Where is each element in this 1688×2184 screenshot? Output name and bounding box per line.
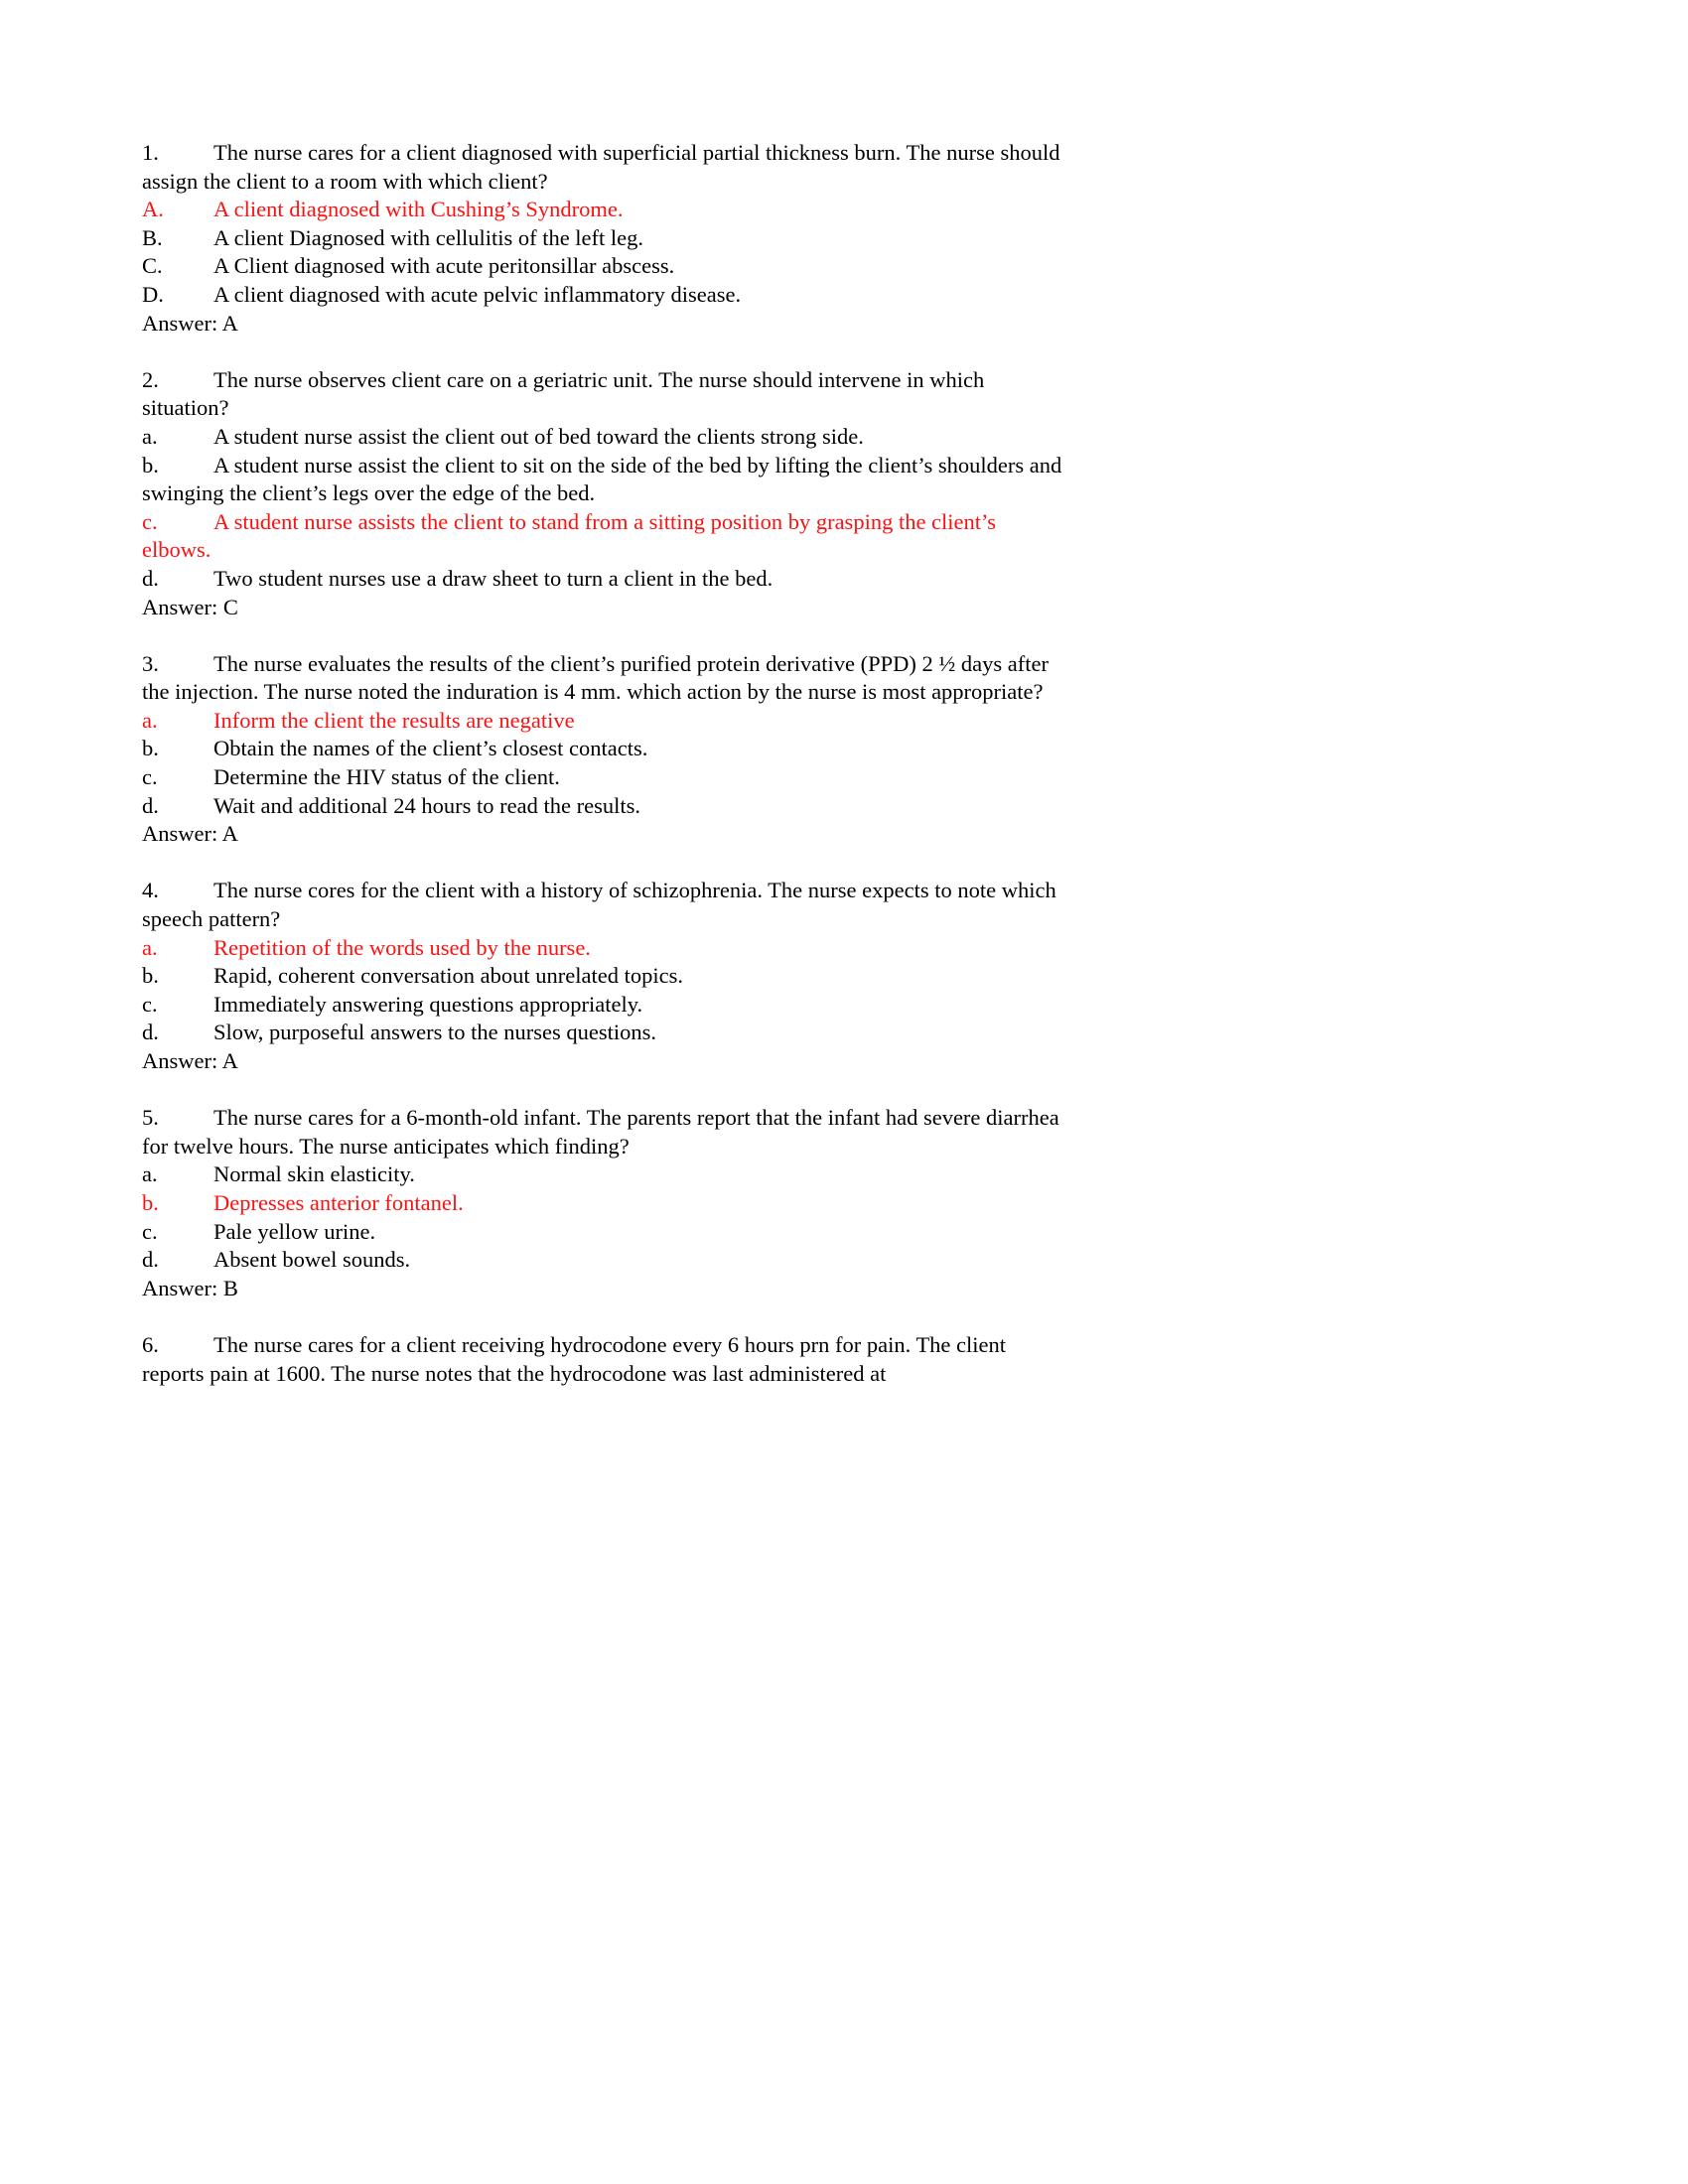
answer-option (142, 224, 1067, 253)
answer-line: Answer: B (142, 1275, 238, 1300)
answer-option-label: c. (142, 508, 158, 534)
answer-option-label: c. (142, 991, 158, 1017)
answer-option (142, 1246, 1067, 1275)
answer-option-text: A student nurse assist the client to sit on the side of the bed by lifting the client’s shoulders and swinging the client’s legs over the edge of the bed. (142, 452, 1062, 506)
answer-option-text: A client Diagnosed with cellulitis of the left leg. (213, 224, 644, 250)
answer-option (142, 281, 1067, 310)
answer-option-label: D. (142, 281, 164, 307)
answer-line: Answer: A (142, 821, 238, 847)
answer-option-label: b. (142, 736, 159, 761)
answer-option (142, 452, 1067, 508)
answer-option-label: B. (142, 224, 163, 250)
answer-option (142, 508, 1067, 565)
document-content (142, 139, 1067, 1388)
answer-option (142, 565, 1067, 594)
answer-option (142, 1160, 1067, 1189)
answer-option-text: Rapid, coherent conversation about unrelated topics. (213, 963, 683, 989)
question-1 (142, 139, 1067, 338)
answer-option (142, 1189, 1067, 1218)
question-stem (142, 877, 1067, 933)
answer-option (142, 252, 1067, 281)
question-stem (142, 1331, 1067, 1388)
answer-option-label: b. (142, 963, 159, 989)
answer-option-text: A client diagnosed with acute pelvic inflammatory disease. (213, 281, 742, 307)
question-stem-label: 2. (142, 366, 159, 392)
answer-option-label: d. (142, 1247, 159, 1273)
question-4 (142, 877, 1067, 1075)
answer-option-label: d. (142, 565, 159, 591)
answer-option (142, 196, 1067, 224)
answer-option-text: Immediately answering questions appropriately. (213, 991, 643, 1017)
answer-option-label: d. (142, 792, 159, 818)
answer-option-text: A Client diagnosed with acute peritonsillar abscess. (213, 253, 675, 279)
answer-option-label: a. (142, 707, 158, 733)
question-5 (142, 1104, 1067, 1302)
question-stem-text: The nurse observes client care on a geriatric unit. The nurse should intervene in which situation? (142, 366, 985, 421)
answer-option-text: Absent bowel sounds. (213, 1247, 411, 1273)
question-stem-text: The nurse cares for a client diagnosed with superficial partial thickness burn. The nurse should assign the client to a room with which client? (142, 140, 1060, 194)
answer-option (142, 1019, 1067, 1047)
question-stem (142, 650, 1067, 707)
answer-option-text: A client diagnosed with Cushing’s Syndrome. (213, 197, 624, 222)
answer-option-text: Wait and additional 24 hours to read the results. (213, 792, 640, 818)
answer-option-label: c. (142, 764, 158, 790)
answer-option (142, 991, 1067, 1020)
answer-option-text: Slow, purposeful answers to the nurses questions. (213, 1020, 656, 1045)
question-stem-label: 3. (142, 650, 159, 676)
answer-option-text: Inform the client the results are negative (213, 707, 575, 733)
question-stem-text: The nurse cares for a 6-month-old infant. The parents report that the infant had severe diarrhea for twelve hours. The nurse anticipates which finding? (142, 1105, 1059, 1159)
answer-option-text: Determine the HIV status of the client. (213, 764, 560, 790)
question-stem-text: The nurse evaluates the results of the client’s purified protein derivative (PPD) 2 ½ days after the injection. The nurse noted the induration is 4 mm. which action by the nurse is most appropriate? (142, 650, 1049, 705)
answer-option-text: Pale yellow urine. (213, 1218, 376, 1244)
answer-option-label: a. (142, 1161, 158, 1187)
answer-option (142, 792, 1067, 821)
question-stem (142, 366, 1067, 423)
answer-option-label: b. (142, 1189, 159, 1215)
answer-option (142, 735, 1067, 763)
answer-option-text: Repetition of the words used by the nurse. (213, 934, 591, 960)
question-stem-label: 5. (142, 1105, 159, 1131)
answer-option (142, 1218, 1067, 1247)
answer-option-text: Obtain the names of the client’s closest contacts. (213, 736, 648, 761)
question-3 (142, 650, 1067, 849)
answer-option-label: b. (142, 452, 159, 478)
question-stem-label: 1. (142, 140, 159, 165)
question-stem-text: The nurse cores for the client with a history of schizophrenia. The nurse expects to note which speech pattern? (142, 878, 1056, 932)
question-stem-label: 4. (142, 878, 159, 903)
question-6 (142, 1331, 1067, 1388)
answer-option (142, 707, 1067, 736)
answer-option-label: a. (142, 934, 158, 960)
answer-option (142, 423, 1067, 452)
answer-option-text: A student nurse assist the client out of bed toward the clients strong side. (213, 423, 864, 449)
answer-line: Answer: C (142, 594, 238, 619)
question-stem-text: The nurse cares for a client receiving hydrocodone every 6 hours prn for pain. The client reports pain at 1600. The nurse notes that the hydrocodone was last administered at (142, 1331, 1007, 1386)
answer-option (142, 962, 1067, 991)
answer-option-text: A student nurse assists the client to stand from a sitting position by grasping the client’s elbows. (142, 508, 997, 563)
answer-option-label: c. (142, 1218, 158, 1244)
answer-option-text: Two student nurses use a draw sheet to turn a client in the bed. (213, 565, 774, 591)
answer-option-text: Depresses anterior fontanel. (213, 1189, 464, 1215)
question-stem (142, 139, 1067, 196)
answer-option-label: A. (142, 197, 164, 222)
answer-option-label: d. (142, 1020, 159, 1045)
answer-option-label: C. (142, 253, 163, 279)
answer-option-text: Normal skin elasticity. (213, 1161, 415, 1187)
answer-option-label: a. (142, 423, 158, 449)
answer-line: Answer: A (142, 310, 238, 336)
question-stem (142, 1104, 1067, 1160)
answer-option (142, 934, 1067, 963)
question-stem-label: 6. (142, 1331, 159, 1357)
question-2 (142, 366, 1067, 621)
answer-line: Answer: A (142, 1048, 238, 1073)
answer-option (142, 763, 1067, 792)
